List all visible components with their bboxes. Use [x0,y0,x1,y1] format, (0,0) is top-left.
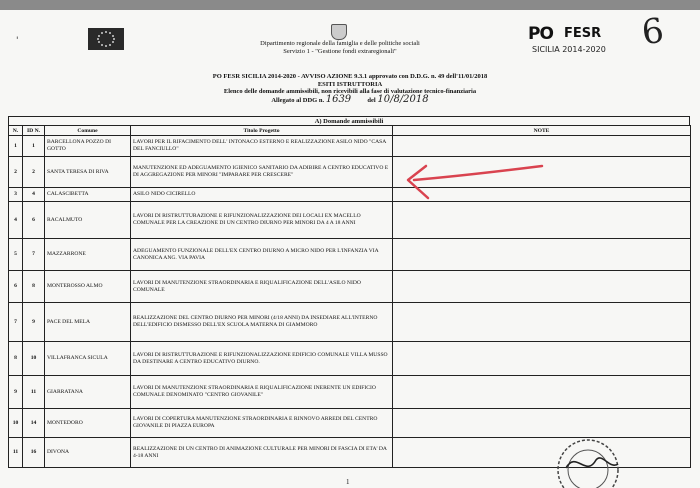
department-line-2: Servizio 1 - "Gestione fondi extraregionali" [283,47,397,55]
cell-titolo: LAVORI DI MANUTENZIONE STRAORDINARIA E RIQUALIFICAZIONE INERENTE UN EDIFICIO COMUNALE DENOMINATO "CENTRO GIOVANILE" [131,376,393,409]
cell-note [393,409,691,438]
title-line-1: PO FESR SICILIA 2014-2020 - AVVISO AZIONE 9.3.1 approvato con D.D.G. n. 49 dell'11/01/2018 [212,73,488,80]
cell-comune: MONTEROSSO ALMO [45,271,131,303]
allegato-prefix: Allegato al DDG n. [271,96,325,104]
cell-comune: PACE DEL MELA [45,303,131,342]
region-crest-icon [331,24,347,40]
cell-id: 14 [23,409,45,438]
cell-id: 11 [23,376,45,409]
title-line-2: ESITI ISTRUTTORIA [317,80,383,88]
department-line-1: Dipartimento regionale della famiglia e delle politiche sociali [260,40,420,47]
cell-titolo: LAVORI DI MANUTENZIONE STRAORDINARIA E RIQUALIFICAZIONE DELL'ASILO NIDO COMUNALE [131,271,393,303]
cell-comune: RACALMUTO [45,202,131,239]
cell-n: 7 [9,303,23,342]
handwritten-date: 10/8/2018 [377,93,429,105]
section-title: A) Domande ammissibili [8,116,690,125]
del-label: del [367,96,376,104]
official-stamp-icon [548,430,622,488]
cell-id: 2 [23,157,45,188]
cell-titolo: ADEGUAMENTO FUNZIONALE DELL'EX CENTRO DIURNO A MICRO NIDO PER L'INFANZIA VIA CANONICA ANG. VIA PAVIA [131,239,393,271]
cell-id: 7 [23,239,45,271]
cell-note [393,342,691,376]
cell-n: 8 [9,342,23,376]
cell-comune: DIVONA [45,438,131,468]
col-header-comune: Comune [45,126,131,136]
cell-note [393,376,691,409]
cell-note [393,303,691,342]
cell-titolo: REALIZZAZIONE DI UN CENTRO DI ANIMAZIONE CULTURALE PER MINORI DI FASCIA DI ETA' DA 4-18 ANNI [131,438,393,468]
document-title-block [150,73,550,104]
cell-comune: CALASCIBETTA [45,188,131,202]
table-row [9,136,691,157]
department-header [240,40,440,55]
cell-comune: MAZZARRONE [45,239,131,271]
cell-titolo: REALIZZAZIONE DEL CENTRO DIURNO PER MINORI (4/18 ANNI) DA INSEDIARE ALL'INTERNO DELL'EDIFICIO DISMESSO DELL'EX SCUOLA MATERNA DI GIAMMORO [131,303,393,342]
col-header-id: ID N. [23,126,45,136]
cell-id: 1 [23,136,45,157]
cell-n: 9 [9,376,23,409]
cell-titolo: LAVORI DI COPERTURA MANUTENZIONE STRAORDINARIA E RINNOVO ARREDI DEL CENTRO GIOVANILE DI PIAZZA EUROPA [131,409,393,438]
cell-note [393,271,691,303]
table-row [9,271,691,303]
cell-titolo: ASILO NIDO CICIRELLO [131,188,393,202]
cell-comune: VILLAFRANCA SICULA [45,342,131,376]
title-line-3: Elenco delle domande ammissibili, non ricevibili alla fase di valutazione tecnico-finanziaria [223,88,477,96]
cell-titolo: LAVORI DI RISTRUTTURAZIONE E RIFUNZIONALIZZAZIONE DEI LOCALI EX MACELLO COMUNALE PER LA CREAZIONE DI UN CENTRO DIURNO PER MINORI DA 4 A 18 ANNI [131,202,393,239]
logo-subtitle: SICILIA 2014-2020 [532,45,606,54]
cell-n: 5 [9,239,23,271]
cell-id: 16 [23,438,45,468]
cell-n: 11 [9,438,23,468]
table-row [9,342,691,376]
handwritten-signature: 6 [639,10,667,54]
hand-drawn-arrow-icon [400,158,550,208]
ddg-number: 1639 [325,93,352,105]
cell-n: 2 [9,157,23,188]
col-header-n: N. [9,126,23,136]
cell-comune: BARCELLONA POZZO DI GOTTO [45,136,131,157]
table-header-row [9,126,691,136]
cell-note [393,438,691,468]
table-row [9,239,691,271]
cell-comune: GIARRATANA [45,376,131,409]
col-header-note: NOTE [393,126,691,136]
eu-flag-icon [88,28,124,50]
cell-titolo: LAVORI PER IL RIFACIMENTO DELL' INTONACO ESTERNO E REALIZZAZIONE ASILO NIDO "CASA DEL FANCIULLO" [131,136,393,157]
cell-comune: SANTA TERESA DI RIVA [45,157,131,188]
col-header-titolo: Titolo Progetto [131,126,393,136]
page-number: 1 [346,478,350,486]
cell-note [393,239,691,271]
table-row [9,303,691,342]
logo-po: PO [528,24,553,44]
cell-titolo: LAVORI DI RISTRUTTURAZIONE E RIFUNZIONALIZZAZIONE EDIFICIO COMUNALE VILLA MUSSO DA DESTINARE A CENTRO EDUCATIVO DIURNO. [131,342,393,376]
cell-titolo: MANUTENZIONE ED ADEGUAMENTO IGIENICO SANITARIO DA ADIBIRE A CENTRO EDUCATIVO E DI AGGREGAZIONE PER MINORI "IMPARARE PER CRESCERE" [131,157,393,188]
cell-id: 10 [23,342,45,376]
table-row [9,157,691,188]
cell-n: 6 [9,271,23,303]
table-row [9,202,691,239]
cell-id: 9 [23,303,45,342]
po-fesr-logo [528,24,618,58]
cell-note [393,136,691,157]
cell-n: 10 [9,409,23,438]
cell-n: 1 [9,136,23,157]
cell-id: 8 [23,271,45,303]
table-row [9,376,691,409]
cell-id: 4 [23,188,45,202]
cell-n: 3 [9,188,23,202]
viewer-top-bar [0,0,700,10]
table-row [9,188,691,202]
cell-comune: MONTEDORO [45,409,131,438]
cell-n: 4 [9,202,23,239]
logo-fesr: FESR [564,26,602,41]
applications-table [8,125,691,468]
scan-mark: ' [16,36,19,46]
allegato-line [150,93,550,105]
cell-id: 6 [23,202,45,239]
